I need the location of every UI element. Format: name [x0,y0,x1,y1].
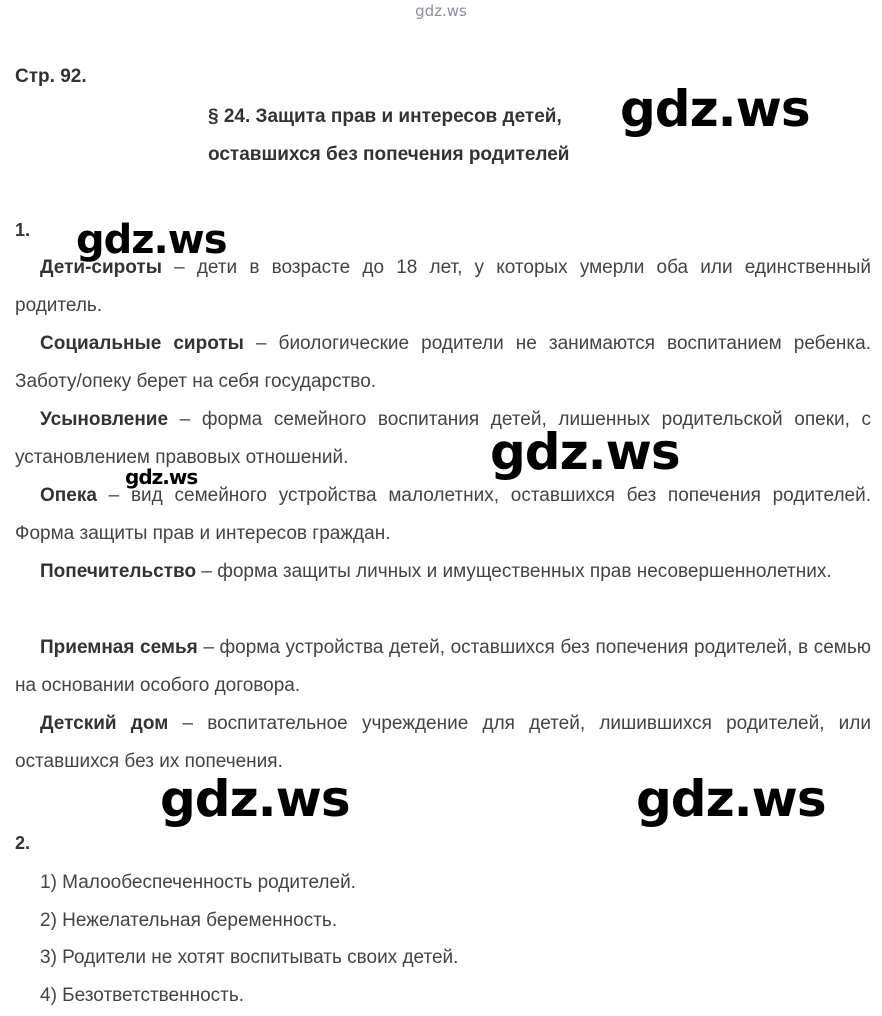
watermark: gdz.ws [76,217,227,263]
page-reference: Стр. 92. [15,66,87,87]
definition-term: Приемная семья [40,637,198,658]
definition-text: – дети в возрасте до 18 лет, у которых умерли оба или единственный родитель. [15,257,871,316]
watermark: gdz.ws [160,770,350,828]
section-title-line-2: оставшихся без попечения родителей [208,144,570,165]
definition-text: – биологические родители не занимаются воспитанием ребенка. Заботу/опеку берет на себя государство. [15,333,871,392]
definition-term: Социальные сироты [40,333,244,354]
definition-paragraph [15,629,871,705]
definition-term: Дети-сироты [40,257,162,278]
definition-text: – форма семейного воспитания детей, лишенных родительской опеки, с установлением правовых отношений. [15,409,871,468]
definition-text: – форма устройства детей, оставшихся без попечения родителей, в семью на основании особого договора. [15,637,872,696]
definition-term: Опека [40,485,97,506]
watermark: gdz.ws [125,465,198,489]
task-number-2: 2. [15,833,31,853]
definition-text: – форма защиты личных и имущественных прав несовершеннолетних. [196,561,832,582]
watermark: gdz.ws [490,423,680,481]
definition-text: – вид семейного устройства малолетних, оставшихся без попечения родителей. Форма защиты прав и интересов граждан. [15,485,871,544]
definition-term: Детский дом [40,713,169,734]
section-title-line-1: § 24. Защита прав и интересов детей, [208,106,562,127]
list-item: 4) Безответственность. [40,985,245,1006]
definition-term: Усыновление [40,409,169,430]
definition-term: Попечительство [40,561,197,582]
definition-paragraph [15,325,871,401]
watermark: gdz.ws [636,770,826,828]
task-number-1: 1. [15,220,31,240]
list-item: 3) Родители не хотят воспитывать своих детей. [40,947,459,968]
list-item: 2) Нежелательная беременность. [40,910,338,931]
list-item: 1) Малообеспеченность родителей. [40,872,356,893]
definition-text: – воспитательное учреждение для детей, лишившихся родителей, или оставшихся без их попечения. [15,713,871,772]
watermark: gdz.ws [620,80,810,138]
top-watermark: gdz.ws [415,2,467,20]
definition-paragraph [15,553,871,591]
